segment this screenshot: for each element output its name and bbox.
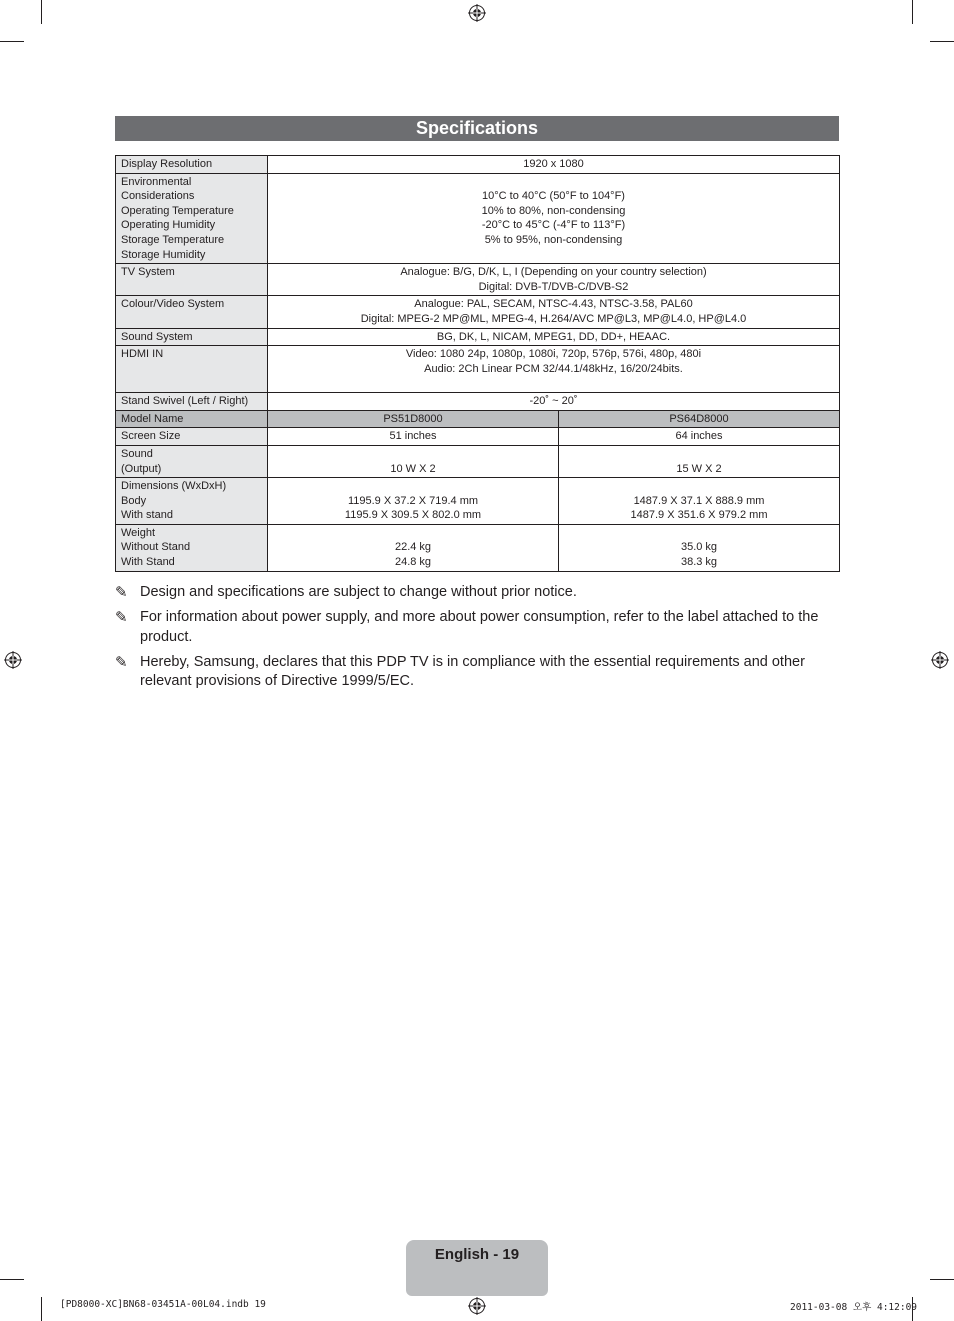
cell-line: 1487.9 X 351.6 X 979.2 mm bbox=[630, 509, 768, 522]
cell-line: 38.3 kg bbox=[680, 556, 718, 569]
notes-list bbox=[115, 583, 839, 697]
spec-value bbox=[268, 296, 840, 328]
specifications-table-body bbox=[116, 156, 840, 572]
model-name-1: PS64D8000 bbox=[559, 410, 840, 428]
table-row bbox=[116, 296, 840, 328]
cell-line: 10°C to 40°C (50°F to 104°F) bbox=[482, 190, 625, 203]
cell-line: 1920 x 1080 bbox=[523, 158, 584, 170]
model-value bbox=[559, 445, 840, 477]
cell-line: 10% to 80%, non-condensing bbox=[481, 204, 626, 217]
spec-value bbox=[268, 173, 840, 264]
spec-label bbox=[116, 428, 268, 446]
spec-label bbox=[116, 393, 268, 411]
model-value bbox=[559, 524, 840, 571]
cell-line: Without Stand bbox=[121, 541, 191, 554]
model-name-0: PS51D8000 bbox=[268, 410, 559, 428]
cell-line: -20°C to 45°C (-4°F to 113°F) bbox=[481, 219, 626, 232]
model-value bbox=[268, 524, 559, 571]
note-item bbox=[115, 653, 839, 692]
crop-mark bbox=[930, 1279, 954, 1280]
model-value bbox=[268, 445, 559, 477]
cell-line: Sound bbox=[121, 447, 153, 460]
spec-label bbox=[116, 478, 268, 525]
cell-line: Sound System bbox=[121, 330, 193, 343]
cell-line: With Stand bbox=[121, 556, 175, 569]
crop-mark bbox=[0, 41, 24, 42]
cell-line: HDMI IN bbox=[121, 348, 164, 361]
cell-line: Dimensions (WxDxH) bbox=[121, 480, 227, 493]
cell-line: 51 inches bbox=[389, 430, 437, 443]
footer-filename: [PD8000-XC]BN68-03451A-00L04.indb 19 bbox=[60, 1299, 266, 1310]
cell-line: 64 inches bbox=[675, 430, 723, 443]
registration-mark-icon bbox=[931, 651, 949, 669]
spec-value bbox=[268, 328, 840, 346]
spec-label bbox=[116, 346, 268, 393]
cell-line: Body bbox=[121, 494, 147, 507]
cell-line: Colour/Video System bbox=[121, 298, 225, 311]
cell-line: Operating Temperature bbox=[121, 204, 234, 217]
cell-line: With stand bbox=[121, 509, 173, 522]
cell-line: 10 W X 2 bbox=[390, 462, 436, 475]
crop-mark bbox=[41, 1297, 42, 1321]
cell-line: Environmental Considerations bbox=[121, 175, 195, 203]
table-row bbox=[116, 156, 840, 174]
spec-label bbox=[116, 524, 268, 571]
registration-mark-icon bbox=[468, 1297, 486, 1315]
cell-line: 35.0 kg bbox=[680, 541, 718, 554]
pencil-note-icon: ✎ bbox=[115, 584, 128, 601]
cell-line: (Output) bbox=[121, 462, 162, 475]
page-number: English - 19 bbox=[434, 1246, 520, 1263]
table-row bbox=[116, 328, 840, 346]
spec-value bbox=[268, 264, 840, 296]
specifications-table bbox=[115, 155, 840, 572]
table-row bbox=[116, 393, 840, 411]
cell-line: Stand Swivel (Left / Right) bbox=[121, 395, 249, 408]
pencil-note-icon: ✎ bbox=[115, 653, 128, 671]
cell-line: Operating Humidity bbox=[121, 219, 216, 232]
cell-line: 1195.9 X 37.2 X 719.4 mm bbox=[347, 494, 479, 507]
model-value bbox=[268, 478, 559, 525]
cell-line: Video: 1080 24p, 1080p, 1080i, 720p, 576p, 576i, 480p, 480i bbox=[405, 348, 702, 361]
cell-line: 22.4 kg bbox=[394, 541, 432, 554]
note-item bbox=[115, 583, 839, 603]
crop-mark bbox=[0, 1279, 24, 1280]
cell-line: 15 W X 2 bbox=[676, 462, 722, 475]
cell-line: Display Resolution bbox=[121, 158, 213, 170]
pencil-note-icon: ✎ bbox=[115, 609, 128, 627]
note-text: For information about power supply, and more about power consumption, refer to the label attached to the product. bbox=[140, 609, 819, 645]
crop-mark bbox=[41, 0, 42, 24]
cell-line: BG, DK, L, NICAM, MPEG1, DD, DD+, HEAAC. bbox=[436, 330, 671, 343]
crop-mark bbox=[912, 0, 913, 24]
table-row bbox=[116, 524, 840, 571]
note-item bbox=[115, 608, 839, 647]
model-value bbox=[559, 478, 840, 525]
spec-label bbox=[116, 328, 268, 346]
model-value bbox=[268, 428, 559, 446]
table-row bbox=[116, 478, 840, 525]
table-row bbox=[116, 264, 840, 296]
table-row bbox=[116, 173, 840, 264]
model-header-row bbox=[116, 410, 840, 428]
cell-line: Storage Temperature bbox=[121, 233, 225, 246]
table-row bbox=[116, 428, 840, 446]
spec-label bbox=[116, 156, 268, 174]
cell-line: Digital: DVB-T/DVB-C/DVB-S2 bbox=[478, 280, 629, 293]
cell-line: Analogue: PAL, SECAM, NTSC-4.43, NTSC-3.58, PAL60 bbox=[414, 298, 693, 311]
model-name-label: Model Name bbox=[116, 410, 268, 428]
spec-label bbox=[116, 445, 268, 477]
cell-line: -20˚ ~ 20˚ bbox=[529, 395, 578, 408]
cell-line: 5% to 95%, non-condensing bbox=[484, 233, 623, 246]
crop-mark bbox=[930, 41, 954, 42]
registration-mark-icon bbox=[4, 651, 22, 669]
footer-timestamp: 2011-03-08 오후 4:12:09 bbox=[790, 1302, 918, 1313]
cell-line: Weight bbox=[121, 526, 156, 539]
cell-line: TV System bbox=[121, 266, 175, 279]
spec-label bbox=[116, 296, 268, 328]
table-row bbox=[116, 445, 840, 477]
cell-line: 1487.9 X 37.1 X 888.9 mm bbox=[633, 494, 765, 507]
spec-value bbox=[268, 346, 840, 393]
spec-label bbox=[116, 264, 268, 296]
spec-value bbox=[268, 156, 840, 174]
cell-line: Analogue: B/G, D/K, L, I (Depending on your country selection) bbox=[400, 266, 707, 279]
cell-line: 24.8 kg bbox=[394, 556, 432, 569]
spec-value bbox=[268, 393, 840, 411]
cell-line: 1195.9 X 309.5 X 802.0 mm bbox=[344, 509, 482, 522]
note-text: Design and specifications are subject to change without prior notice. bbox=[140, 584, 577, 600]
cell-line: Audio: 2Ch Linear PCM 32/44.1/48kHz, 16/20/24bits. bbox=[424, 362, 683, 375]
cell-line: Digital: MPEG-2 MP@ML, MPEG-4, H.264/AVC MP@L3, MP@L4.0, HP@L4.0 bbox=[360, 312, 747, 325]
note-text: Hereby, Samsung, declares that this PDP TV is in compliance with the essential requirements and other relevant provisions of Directive 1999/5/EC. bbox=[140, 653, 805, 690]
cell-line: Storage Humidity bbox=[121, 248, 206, 261]
cell-line: Screen Size bbox=[121, 430, 181, 443]
cell-line bbox=[273, 175, 834, 190]
registration-mark-icon bbox=[468, 4, 486, 22]
page-title: Specifications bbox=[115, 116, 839, 141]
model-value bbox=[559, 428, 840, 446]
spec-label bbox=[116, 173, 268, 264]
table-row bbox=[116, 346, 840, 393]
